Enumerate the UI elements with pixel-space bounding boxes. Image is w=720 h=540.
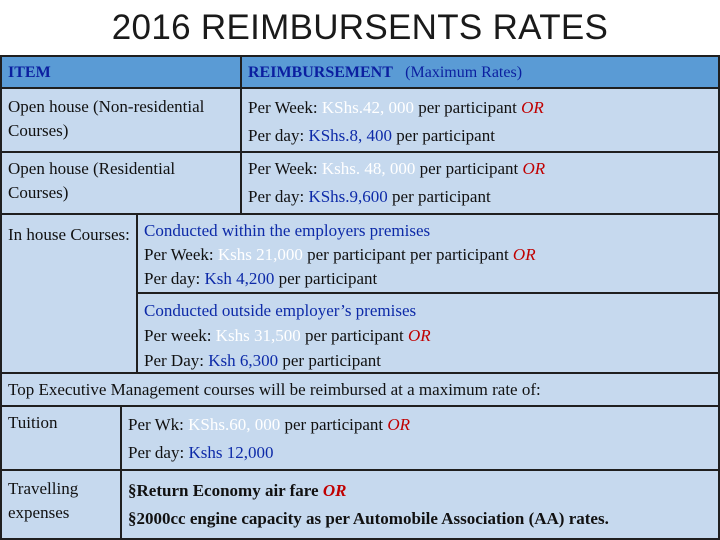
row-in-house-outside	[138, 294, 718, 372]
row-travel-rate	[122, 471, 718, 538]
open-res-day-line	[248, 183, 712, 211]
in-house-item-label: In house Courses:	[8, 225, 130, 244]
week-suffix: per participant	[280, 415, 388, 434]
day-suffix: per participant	[392, 126, 495, 145]
week-suffix: per participant	[413, 98, 522, 117]
day-amount: Ksh 4,200	[204, 269, 275, 288]
or-label: OR	[322, 481, 347, 500]
day-prefix: Per day:	[144, 269, 205, 288]
day-amount: Kshs 12,000	[188, 443, 274, 462]
row-tuition-item	[2, 407, 120, 469]
or-label: OR	[512, 245, 536, 264]
bullet-icon: §	[128, 481, 137, 500]
week-amount: Kshs 31,500	[215, 326, 301, 345]
travel-line-2-text: 2000cc engine capacity as per Automobile Association (AA) rates.	[136, 509, 609, 528]
week-amount: Kshs 21,000	[217, 245, 303, 264]
top-exec-text: Top Executive Management courses will be reimbursed at a maximum rate of:	[8, 380, 541, 399]
row-top-exec	[2, 374, 718, 405]
rates-table	[0, 55, 720, 540]
open-res-week-line	[248, 155, 712, 183]
bullet-icon: §	[128, 509, 137, 528]
week-suffix: per participant	[415, 159, 523, 178]
day-amount: KShs.8, 400	[308, 126, 393, 145]
open-nonres-day-line	[248, 122, 712, 150]
header-reimbursement-sub: (Maximum Rates)	[405, 64, 523, 81]
day-suffix: per participant	[274, 269, 378, 288]
slide-title: 2016 REIMBURSENTS RATES	[111, 8, 609, 47]
week-amount: KShs.42, 000	[321, 98, 414, 117]
week-amount: KShs.60, 000	[188, 415, 281, 434]
or-label: OR	[407, 326, 431, 345]
within-week-line	[144, 243, 712, 267]
row-open-nonres-item	[2, 89, 240, 151]
or-label: OR	[522, 159, 546, 178]
day-amount: KShs.9,600	[308, 187, 388, 206]
open-nonres-week-line	[248, 94, 712, 122]
open-nonres-item-label: Open house (Non-residential Courses)	[8, 97, 205, 140]
day-prefix: Per day:	[128, 443, 189, 462]
travel-line-1	[128, 477, 712, 505]
week-amount: Kshs. 48, 000	[321, 159, 416, 178]
week-prefix: Per Week:	[248, 98, 322, 117]
outside-heading: Conducted outside employer’s premises	[144, 301, 417, 320]
travel-line-1-text: Return Economy air fare	[136, 481, 323, 500]
day-prefix: Per day:	[248, 187, 309, 206]
header-item-cell	[2, 57, 240, 87]
week-suffix: per participant	[300, 326, 408, 345]
header-item-label: ITEM	[8, 64, 51, 81]
day-prefix: Per Day:	[144, 351, 209, 370]
day-amount: Ksh 6,300	[208, 351, 279, 370]
open-res-item-label: Open house (Residential Courses)	[8, 159, 176, 202]
day-prefix: Per day:	[248, 126, 309, 145]
row-travel-item	[2, 471, 120, 538]
week-prefix: Per Wk:	[128, 415, 189, 434]
row-tuition-rate	[122, 407, 718, 469]
tuition-day-line	[128, 439, 712, 467]
row-open-res-rate	[242, 153, 718, 213]
week-prefix: Per Week:	[144, 245, 218, 264]
week-prefix: Per week:	[144, 326, 216, 345]
header-reimbursement-cell	[242, 57, 718, 87]
tuition-item-label: Tuition	[8, 413, 58, 432]
within-day-line	[144, 267, 712, 291]
outside-day-line	[144, 348, 712, 373]
header-reimbursement-label: REIMBURSEMENT	[248, 64, 393, 81]
week-prefix: Per Week:	[248, 159, 322, 178]
row-open-nonres-rate	[242, 89, 718, 151]
travel-item-label: Travelling expenses	[8, 479, 79, 522]
outside-week-line	[144, 323, 712, 348]
within-heading: Conducted within the employers premises	[144, 221, 431, 240]
tuition-week-line	[128, 411, 712, 439]
row-in-house-within	[138, 215, 718, 292]
or-label: OR	[387, 415, 411, 434]
row-open-res-item	[2, 153, 240, 213]
week-suffix: per participant per participant	[302, 245, 513, 264]
day-suffix: per participant	[387, 187, 491, 206]
day-suffix: per participant	[278, 351, 382, 370]
travel-line-2	[128, 505, 712, 533]
row-in-house-item	[2, 215, 136, 372]
or-label: OR	[521, 98, 544, 117]
